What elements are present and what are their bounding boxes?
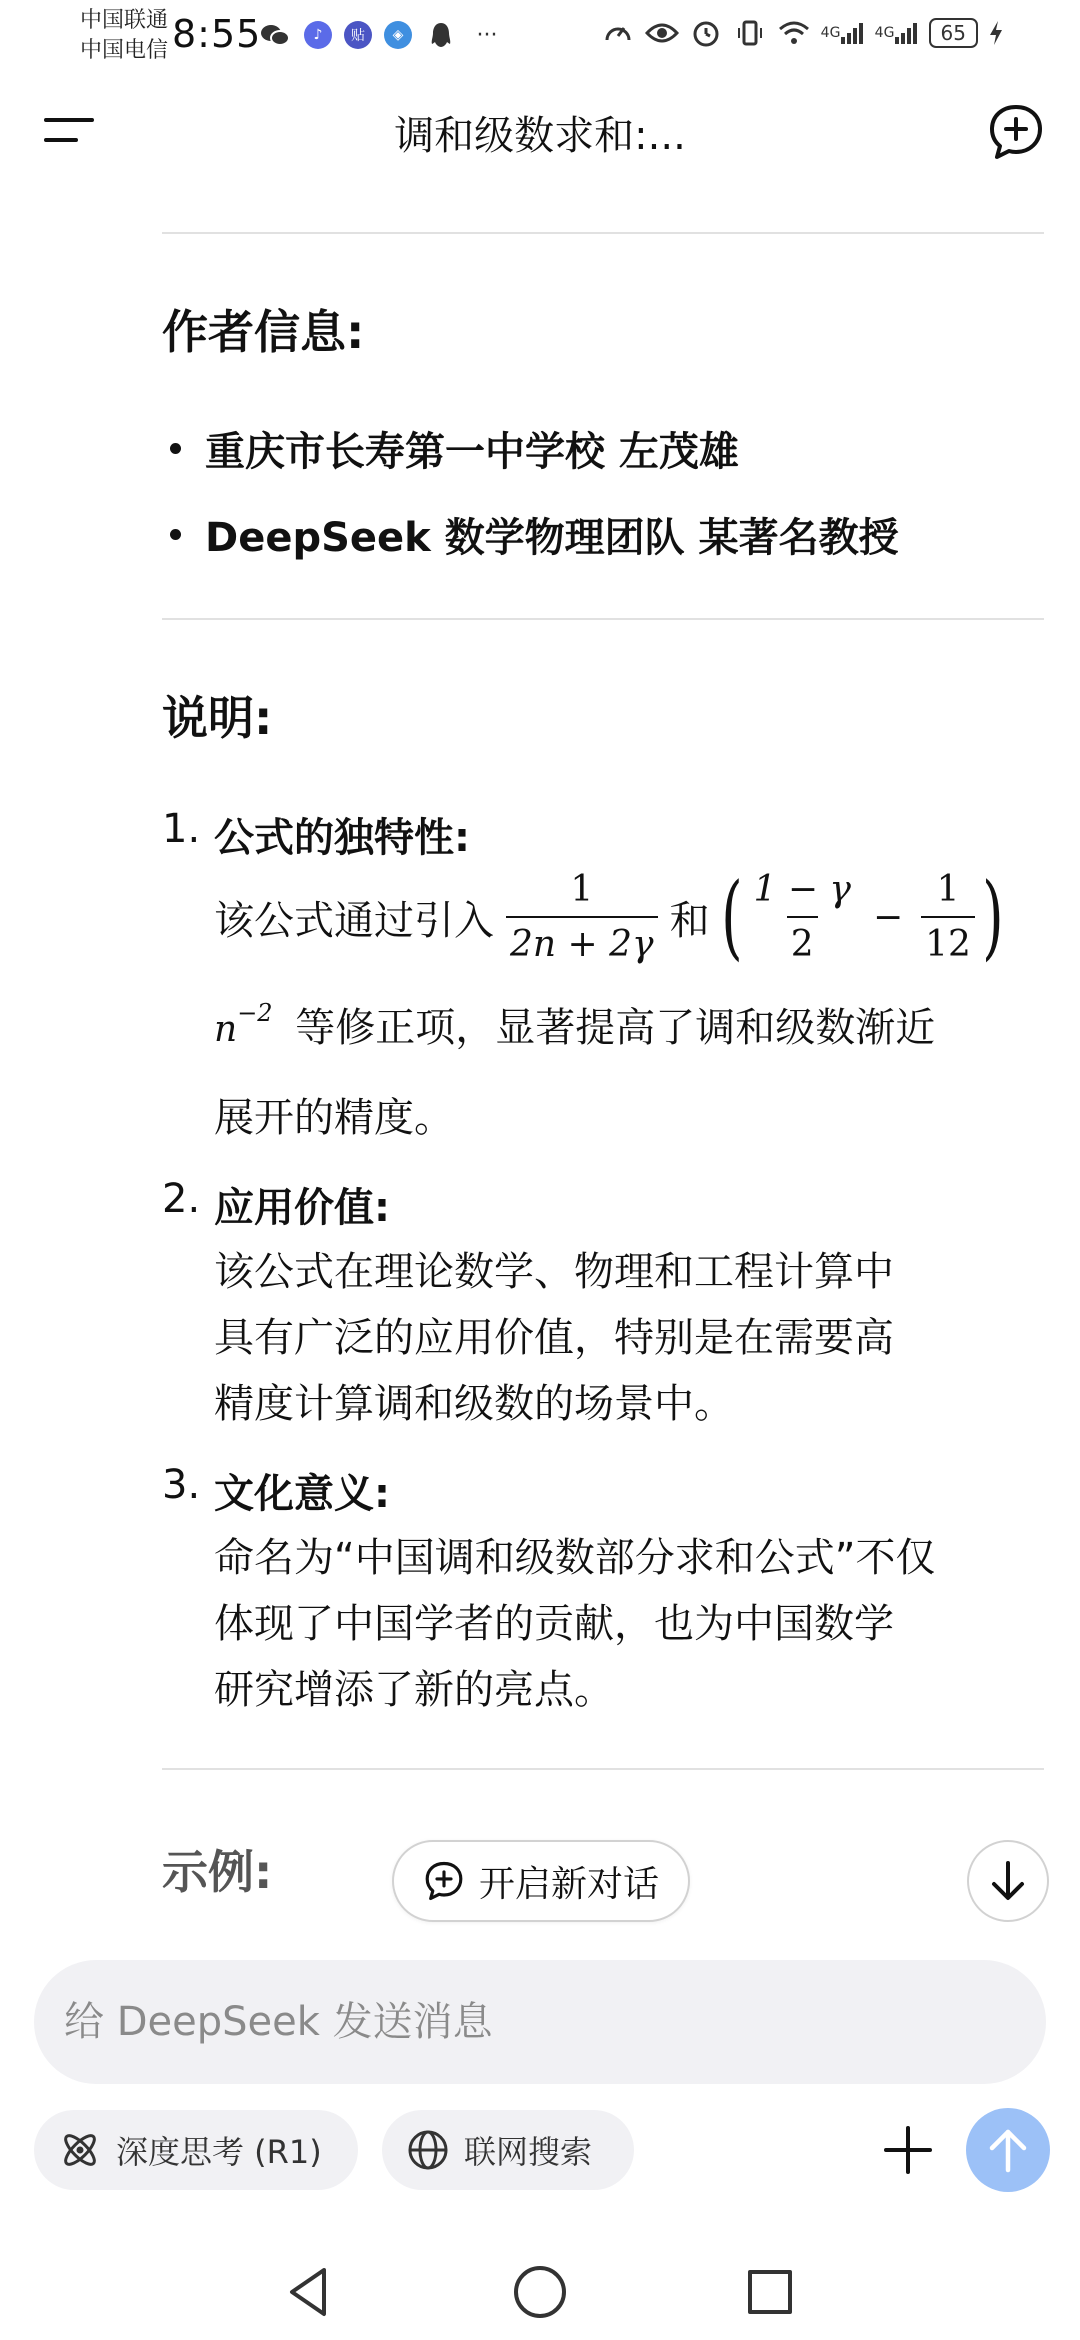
qq-icon [424,18,458,52]
atom-icon [58,2128,102,2172]
fraction-1-numerator: 1 [570,869,594,910]
back-triangle-icon [278,2260,342,2324]
author-heading: 作者信息: [162,305,365,359]
fraction-2 [749,869,854,965]
fraction-2-numerator: 1 − γ [753,869,851,910]
notification-icons [258,18,504,52]
fraction-1 [506,869,658,965]
paren-open: ( [720,863,743,970]
send-button[interactable] [966,2108,1050,2192]
web-search-label: 联网搜索 [464,2133,593,2171]
speedometer-icon [601,16,635,50]
paragraph-line [214,996,935,1053]
example-heading: 示例: [162,1845,273,1899]
paragraph-line: 精度计算调和级数的场景中。 [214,1381,734,1427]
paragraph-line: 该公式在理论数学、物理和工程计算中 [214,1249,894,1295]
system-icons [601,16,1004,50]
bullet-dot [170,443,181,454]
paragraph-line: 展开的精度。 [214,1095,454,1141]
network-type-1: 4G [820,25,841,41]
paren-close: ) [982,863,1004,970]
notes-heading: 说明: [162,691,273,745]
web-search-toggle[interactable] [382,2110,634,2190]
paragraph-text: 等修正项，显著提高了调和级数渐近 [295,1005,936,1051]
divider [162,232,1044,234]
network-type-2: 4G [874,25,895,41]
bullet-dot [170,529,181,540]
signal-1-icon [821,16,865,50]
attach-button[interactable] [876,2118,940,2182]
deep-think-label: 深度思考 (R1) [116,2133,322,2171]
scroll-to-bottom-button[interactable] [967,1840,1049,1922]
tieba-icon: 贴 [344,21,372,49]
list-number: 2. [162,1176,201,1222]
author-item-1: 重庆市长寿第一中学校 左茂雄 [205,429,739,475]
new-chat-icon [423,1860,465,1902]
conversation-title[interactable]: 调和级数求和:... [394,113,686,159]
new-chat-button[interactable] [392,1840,690,1922]
battery-indicator: 65 [929,18,978,48]
carrier-1: 中国联通 [80,8,169,33]
fraction-3 [921,869,975,965]
item-title: 文化意义: [214,1471,390,1517]
divider [162,1768,1044,1770]
alarm-icon [689,16,723,50]
home-button[interactable] [508,2260,572,2324]
new-chat-icon[interactable] [986,102,1046,162]
paragraph-line: 研究增添了新的亮点。 [214,1667,614,1713]
recents-button[interactable] [738,2260,802,2324]
minus-sign: − [872,896,904,938]
formula-connector: 和 [669,897,710,944]
carrier-info [80,6,168,66]
music-app-icon: ♪ [304,21,332,49]
paragraph-line: 体现了中国学者的贡献，也为中国数学 [214,1601,894,1647]
status-bar [0,0,1080,75]
eye-icon [645,16,679,50]
paragraph-line: 命名为“中国调和级数部分求和公式”不仅 [214,1535,936,1581]
item-title: 应用价值: [214,1185,390,1231]
author-item-2: DeepSeek 数学物理团队 某著名教授 [205,515,899,561]
item-title: 公式的独特性: [214,815,470,861]
formula-prefix: 该公式通过引入 [214,897,494,944]
list-item [162,420,739,477]
clock: 8:55 [172,12,262,56]
browser-icon: ◈ [384,21,412,49]
list-number: 3. [162,1462,201,1508]
power-base: n [214,1009,238,1050]
list-number: 1. [162,806,201,852]
signal-2-icon [875,16,919,50]
fraction-1-denominator: 2n + 2γ [506,916,658,965]
plus-icon [876,2118,940,2182]
arrow-up-icon [986,2126,1030,2174]
fraction-2-denominator: 2 [787,916,818,965]
system-navigation-bar [0,2240,1080,2340]
message-input[interactable] [64,1960,1014,2084]
fraction-3-numerator: 1 [936,869,960,910]
carrier-2: 中国电信 [80,38,169,63]
arrow-down-icon [988,1859,1028,1903]
app-header [0,82,1080,182]
deep-think-toggle[interactable] [34,2110,358,2190]
fraction-3-denominator: 12 [921,916,975,965]
globe-icon [406,2128,450,2172]
power-exponent: −2 [237,998,273,1027]
recents-square-icon [738,2260,802,2324]
formula-line [214,862,1011,972]
wifi-icon [777,16,811,50]
new-chat-label: 开启新对话 [478,1863,659,1905]
home-circle-icon [508,2260,572,2324]
vibrate-icon [733,16,767,50]
wechat-icon [258,18,292,52]
message-composer [34,1960,1046,2084]
divider [162,618,1044,620]
paragraph-line: 具有广泛的应用价值，特别是在需要高 [214,1315,894,1361]
more-notifications-icon: ··· [476,22,498,48]
back-button[interactable] [278,2260,342,2324]
charging-icon [988,16,1004,50]
list-item [162,506,899,563]
